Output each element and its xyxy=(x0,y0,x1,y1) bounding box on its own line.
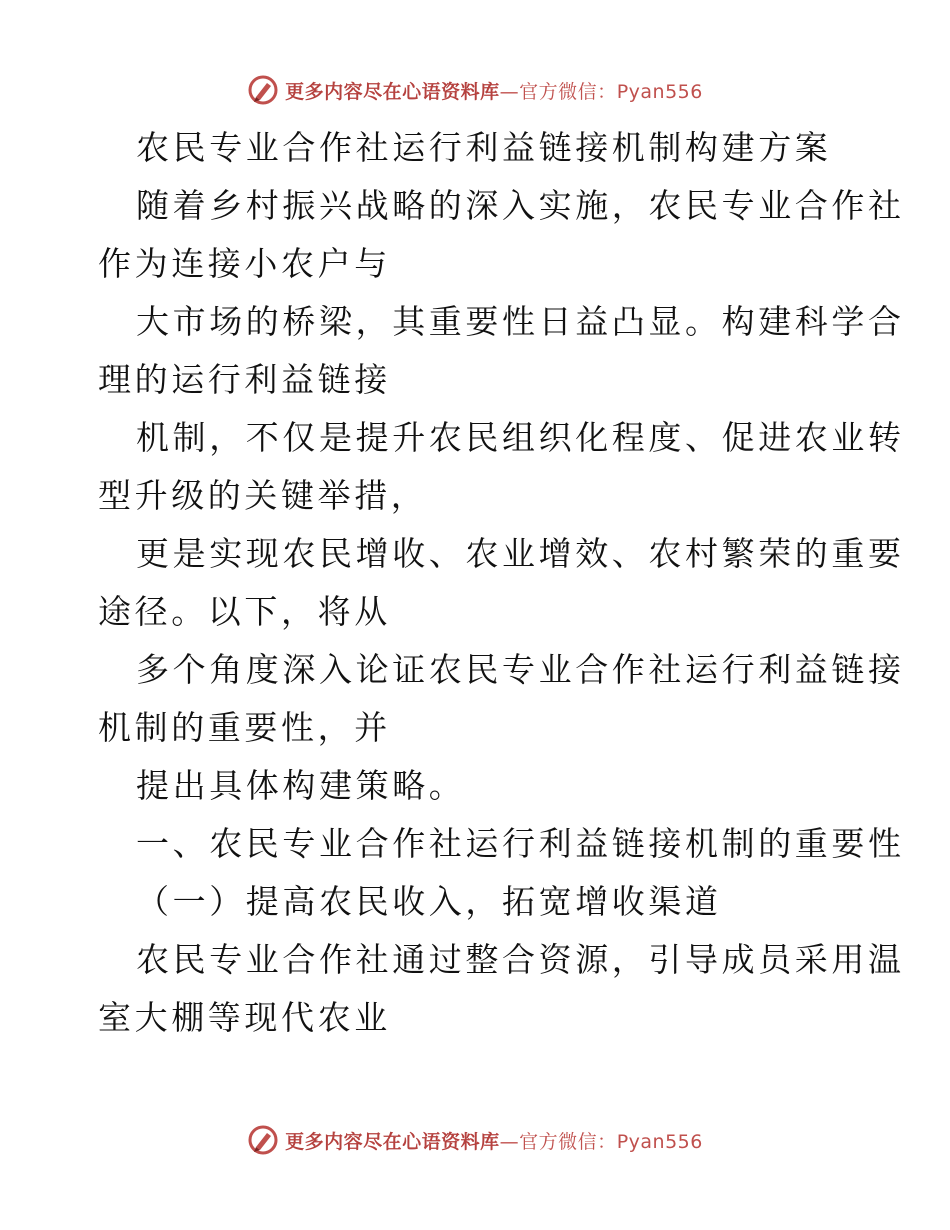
section-heading: 一、农民专业合作社运行利益链接机制的重要性 xyxy=(136,824,905,863)
header-watermark xyxy=(0,70,950,110)
pen-logo-icon xyxy=(247,74,279,106)
paragraph-line: 大市场的桥梁，其重要性日益凸显。构建科学合 xyxy=(136,302,905,341)
paragraph-line: 型升级的关键举措， xyxy=(98,476,428,515)
paragraph-line: 途径。以下，将从 xyxy=(98,592,391,631)
footer-watermark xyxy=(0,1120,950,1160)
paragraph-line: 理的运行利益链接 xyxy=(98,360,391,399)
paragraph-line: 更是实现农民增收、农业增效、农村繁荣的重要 xyxy=(136,534,905,573)
paragraph-line: 多个角度深入论证农民专业合作社运行利益链接 xyxy=(136,650,905,689)
document-title: 农民专业合作社运行利益链接机制构建方案 xyxy=(136,128,832,167)
paragraph-line: 机制的重要性，并 xyxy=(98,708,391,747)
watermark-text: 更多内容尽在心语资料库—官方微信：Pyan556 xyxy=(285,1130,703,1153)
paragraph-line: 提出具体构建策略。 xyxy=(136,766,466,805)
paragraph-line: 机制，不仅是提升农民组织化程度、促进农业转 xyxy=(136,418,905,457)
watermark-text: 更多内容尽在心语资料库—官方微信：Pyan556 xyxy=(285,80,703,103)
paragraph-line: 农民专业合作社通过整合资源，引导成员采用温 xyxy=(136,940,905,979)
subsection-heading: （一）提高农民收入，拓宽增收渠道 xyxy=(136,882,722,921)
paragraph-line: 作为连接小农户与 xyxy=(98,244,391,283)
paragraph-line: 随着乡村振兴战略的深入实施，农民专业合作社 xyxy=(136,186,905,225)
paragraph-line: 室大棚等现代农业 xyxy=(98,998,391,1037)
pen-logo-icon xyxy=(247,1124,279,1156)
